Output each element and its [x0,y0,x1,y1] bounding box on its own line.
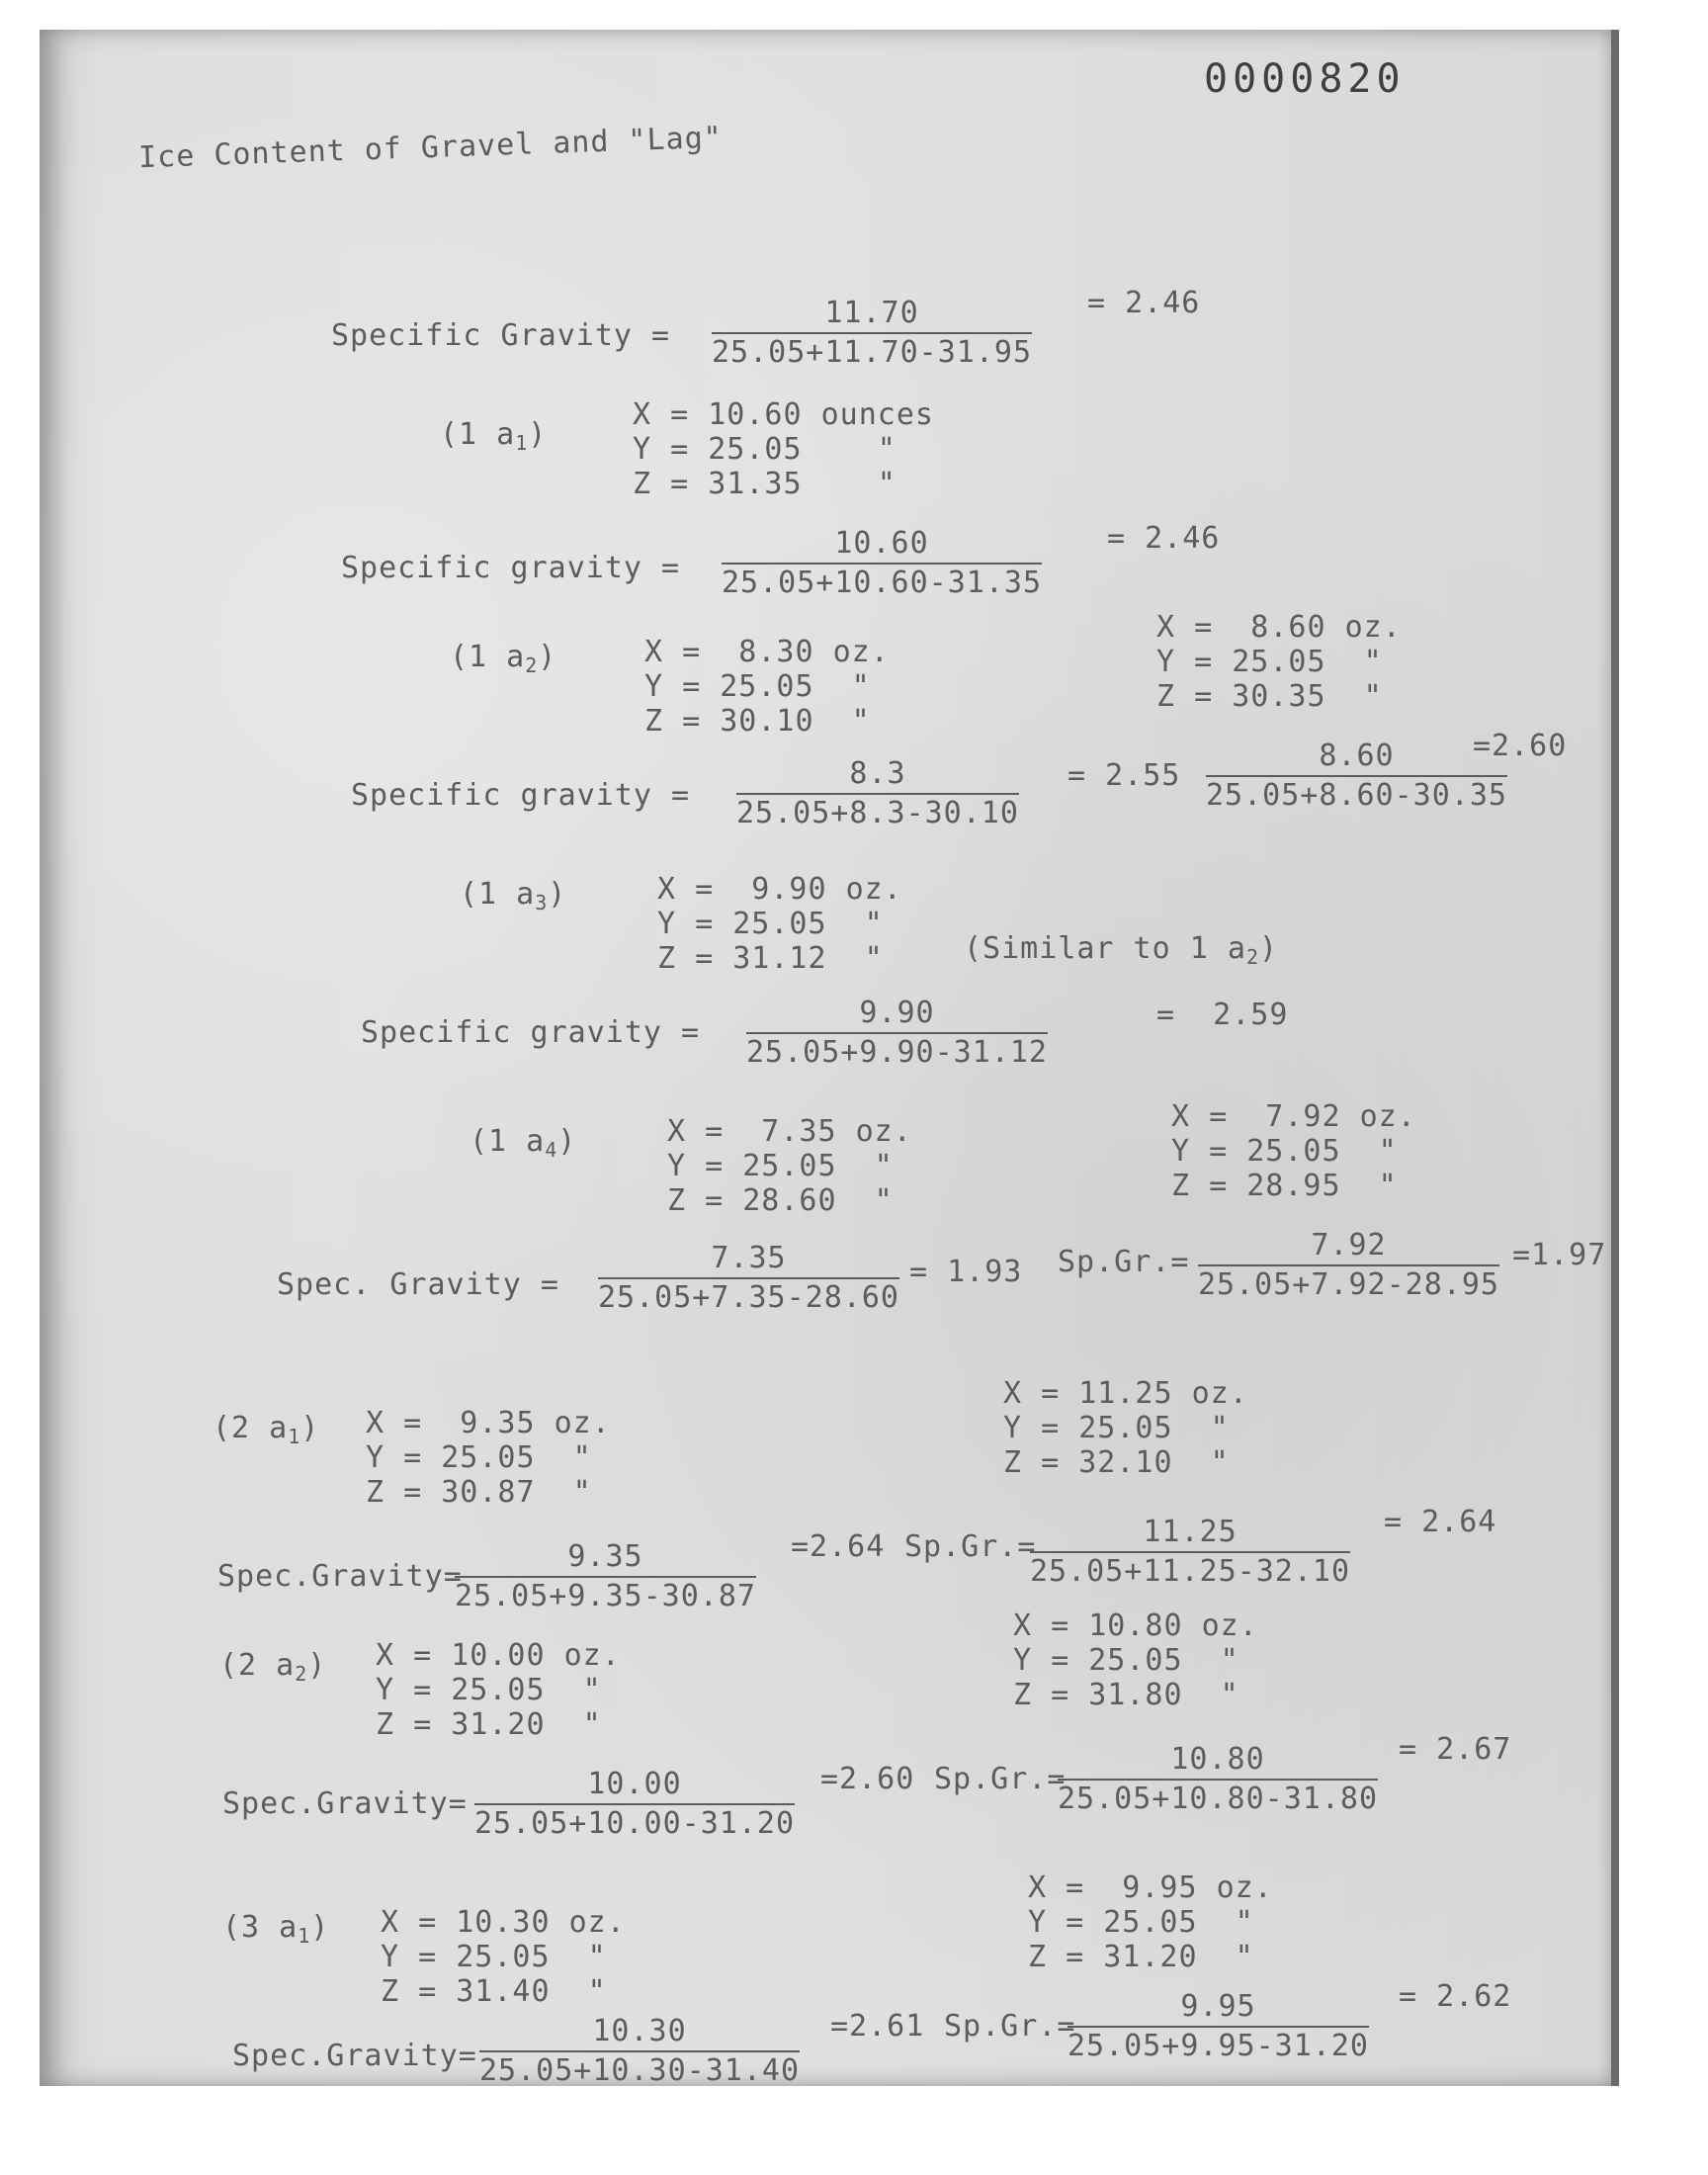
y-value: Y = 25.05 " [1171,1134,1398,1169]
numerator: 8.60 [1319,739,1395,773]
denominator: 25.05+10.00-31.20 [474,1803,795,1839]
eq-result: =1.97 [1512,1238,1607,1272]
sample-label-tail: ) [300,1411,320,1445]
similar-note [964,931,1279,969]
fraction [722,526,1043,600]
fraction [474,1767,796,1841]
y-value: Y = 25.05 " [644,669,871,704]
numerator: 7.92 [1311,1228,1387,1262]
eq-result: = 2.55 [1068,758,1181,793]
z-value: Z = 31.20 " [376,1707,602,1742]
sample-label-tail: ) [548,877,567,912]
document-title: Ice Content of Gravel and "Lag" [137,120,724,176]
denominator: 25.05+11.25-32.10 [1030,1551,1350,1587]
sample-label-main: (1 a [470,1124,546,1159]
sample-label [213,1411,320,1448]
eq-result: = 1.93 [909,1255,1023,1289]
sample-label-main: (1 a [460,877,536,912]
sample-label-main: (1 a [450,640,526,674]
similar-note-sub: 2 [1245,945,1259,969]
x-value: X = 11.25 oz. [1003,1376,1248,1411]
sample-label-sub: 1 [515,431,529,455]
eq-result: =2.64 [791,1529,886,1564]
numerator: 10.30 [592,2014,687,2048]
similar-note-main: (Similar to 1 a [964,931,1246,966]
sample-label-main: (1 a [440,417,516,452]
x-value: X = 10.60 ounces [633,397,934,432]
eq-result: =2.60 [1473,729,1568,763]
numerator: 9.90 [859,996,935,1030]
numerator: 9.95 [1180,1989,1256,2024]
y-value: Y = 25.05 " [1003,1411,1230,1445]
z-value: Z = 31.40 " [381,1974,607,2009]
x-value: X = 9.35 oz. [366,1406,611,1440]
numerator: 8.3 [849,756,906,791]
denominator: 25.05+10.30-31.40 [479,2050,800,2086]
numerator: 11.25 [1143,1515,1238,1549]
y-value: Y = 25.05 " [1156,645,1383,679]
y-value: Y = 25.05 " [657,907,884,941]
denominator: 25.05+8.60-30.35 [1206,775,1507,811]
eq-result: =2.60 [820,1762,915,1796]
denominator: 25.05+7.35-28.60 [598,1277,899,1313]
z-value: Z = 28.60 " [667,1183,894,1218]
denominator: 25.05+10.80-31.80 [1058,1779,1378,1814]
fraction [598,1241,899,1315]
sample-label-tail: ) [310,1910,330,1945]
fraction [1058,1742,1379,1816]
eq-lhs: Specific Gravity = [331,318,671,353]
numerator: 10.60 [834,526,929,561]
eq-result: =2.61 [830,2009,925,2044]
numerator: 10.00 [587,1767,682,1801]
denominator: 25.05+9.90-31.12 [746,1032,1048,1068]
eq-result: = 2.46 [1087,286,1201,320]
eq-lhs: Spec.Gravity= [222,1786,468,1821]
numerator: 9.35 [567,1539,643,1574]
sample-label-sub: 4 [545,1138,558,1162]
y-value: Y = 25.05 " [1013,1643,1239,1678]
eq-result: = 2.67 [1399,1732,1512,1767]
x-value: X = 10.00 oz. [376,1638,621,1673]
denominator: 25.05+9.95-31.20 [1068,2026,1369,2061]
numerator: 10.80 [1170,1742,1265,1777]
sample-label-main: (3 a [222,1910,299,1945]
denominator: 25.05+11.70-31.95 [712,332,1032,368]
numerator: 7.35 [711,1241,787,1275]
fraction [736,756,1019,830]
z-value: Z = 32.10 " [1003,1445,1230,1480]
eq-lhs: Sp.Gr.= [944,2009,1076,2044]
y-value: Y = 25.05 " [667,1149,894,1183]
fraction [1198,1228,1499,1302]
z-value: Z = 31.35 " [633,467,897,501]
z-value: Z = 28.95 " [1171,1169,1398,1203]
sample-label-sub: 3 [535,891,549,914]
sample-label [440,417,548,455]
x-value: X = 10.80 oz. [1013,1609,1258,1643]
sample-label-tail: ) [538,640,557,674]
sample-label-tail: ) [557,1124,577,1159]
sample-label [450,640,557,677]
eq-lhs: Sp.Gr.= [934,1762,1067,1796]
z-value: Z = 30.35 " [1156,679,1383,714]
sample-label-tail: ) [307,1648,327,1683]
sample-label-main: (2 a [213,1411,289,1445]
denominator: 25.05+8.3-30.10 [736,793,1019,828]
z-value: Z = 30.87 " [366,1475,592,1510]
x-value: X = 9.95 oz. [1028,1870,1273,1905]
document-number: 0000820 [1204,56,1406,102]
eq-lhs: Sp.Gr.= [1058,1245,1190,1279]
x-value: X = 8.60 oz. [1156,610,1402,645]
eq-result: = 2.46 [1107,521,1221,556]
sample-label [470,1124,577,1162]
sample-label [222,1910,330,1948]
eq-lhs: Spec. Gravity = [277,1267,559,1302]
eq-lhs: Spec.Gravity= [217,1559,463,1594]
y-value: Y = 25.05 " [1028,1905,1254,1940]
eq-lhs: Sp.Gr.= [904,1529,1037,1564]
document-page [40,30,1611,2086]
y-value: Y = 25.05 " [366,1440,592,1475]
y-value: Y = 25.05 " [376,1673,602,1707]
z-value: Z = 31.80 " [1013,1678,1239,1712]
sample-label-sub: 1 [288,1425,301,1448]
x-value: X = 8.30 oz. [644,635,890,669]
fraction [1030,1515,1351,1589]
fraction [479,2014,801,2088]
sample-label-sub: 2 [525,653,539,677]
fraction [712,296,1033,370]
eq-result: = 2.59 [1156,998,1289,1032]
y-value: Y = 25.05 " [633,432,897,467]
fraction [746,996,1048,1070]
sample-label [460,877,567,914]
x-value: X = 7.92 oz. [1171,1099,1416,1134]
numerator: 11.70 [824,296,919,330]
z-value: Z = 31.12 " [657,941,884,976]
fraction [1206,741,1507,811]
denominator: 25.05+9.35-30.87 [455,1576,756,1611]
z-value: Z = 30.10 " [644,704,871,739]
denominator: 25.05+7.92-28.95 [1198,1264,1499,1300]
sample-label-sub: 2 [295,1662,308,1686]
x-value: X = 9.90 oz. [657,872,902,907]
eq-result: = 2.64 [1384,1505,1497,1539]
sample-label-sub: 1 [298,1924,311,1948]
fraction [1068,1989,1369,2063]
eq-lhs: Specific gravity = [351,778,691,813]
x-value: X = 10.30 oz. [381,1905,626,1940]
z-value: Z = 31.20 " [1028,1940,1254,1974]
eq-result: = 2.62 [1399,1979,1512,2014]
fraction [455,1539,756,1613]
sample-label-main: (2 a [219,1648,296,1683]
y-value: Y = 25.05 " [381,1940,607,1974]
denominator: 25.05+10.60-31.35 [722,563,1042,598]
eq-lhs: Specific gravity = [361,1015,701,1050]
sample-label [219,1648,327,1686]
x-value: X = 7.35 oz. [667,1114,912,1149]
eq-lhs: Spec.Gravity= [232,2039,477,2073]
similar-note-tail: ) [1258,931,1279,966]
sample-label-tail: ) [528,417,548,452]
eq-lhs: Specific gravity = [341,551,681,585]
